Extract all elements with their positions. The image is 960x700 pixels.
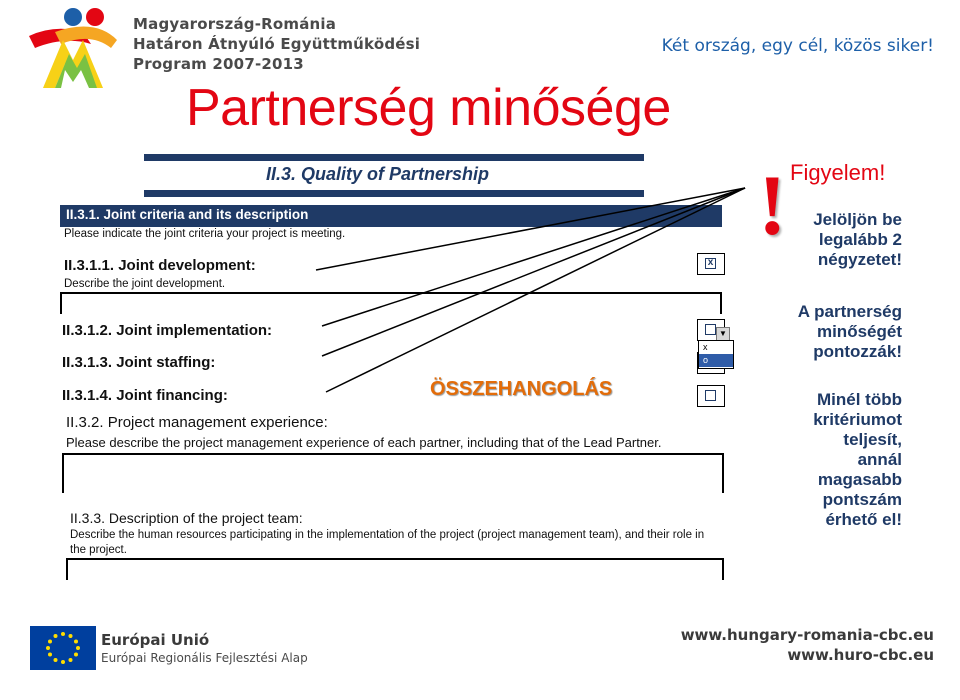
dropdown-option[interactable]: x (703, 342, 708, 352)
note-quality-scored (798, 302, 902, 362)
chevron-down-icon[interactable]: ▼ (716, 327, 730, 341)
program-name-line-1: Magyarország-Románia (133, 15, 337, 33)
project-team-instruction-2: the project. (70, 544, 127, 556)
form-title: II.3. Quality of Partnership (266, 164, 490, 184)
joint-development-description: Describe the joint development. (64, 278, 226, 290)
eu-title: Európai Unió (101, 631, 210, 649)
website-link[interactable]: www.hungary-romania-cbc.eu (680, 626, 934, 644)
joint-financing-label: II.3.1.4. Joint financing: (62, 387, 228, 404)
note-line: magasabb (817, 470, 902, 489)
note-line: négyzetet! (817, 250, 902, 269)
exclamation-icon: ! (758, 157, 787, 253)
website-link[interactable]: www.huro-cbc.eu (787, 646, 934, 664)
note-line: pontozzák! (813, 342, 902, 361)
note-line: A partnerség (797, 302, 902, 321)
section-header: II.3.1. Joint criteria and its description (66, 207, 309, 222)
checkbox-mark: x (705, 258, 716, 269)
note-line: érhető el! (825, 510, 902, 529)
note-line: Minél több (817, 390, 902, 409)
pm-experience-instruction: Please describe the project management experience of each partner, including that of the Lead Partner. (66, 435, 662, 450)
eu-flag-icon (30, 626, 96, 670)
note-select-boxes (813, 210, 902, 270)
note-line: teljesít, (843, 430, 902, 449)
joint-development-label: II.3.1.1. Joint development: (64, 257, 256, 274)
project-team-title: II.3.3. Description of the project team: (70, 510, 303, 526)
dropdown-option-selected[interactable]: o (699, 354, 733, 367)
eu-fund-name: Európai Regionális Fejlesztési Alap (101, 651, 308, 665)
section-instruction: Please indicate the joint criteria your project is meeting. (64, 228, 346, 240)
note-line: Jelöljön be (813, 210, 902, 229)
note-line: legalább 2 (818, 230, 902, 249)
note-line: kritériumot (813, 410, 902, 429)
note-more-criteria (813, 390, 902, 530)
slogan: Két ország, egy cél, közös siker! (661, 36, 934, 56)
attention-heading: Figyelem! (790, 160, 886, 185)
callout-label: ÖSSZEHANGOLÁS (430, 378, 613, 400)
joint-staffing-label: II.3.1.3. Joint staffing: (62, 354, 216, 371)
project-team-instruction-1: Describe the human resources participating in the implementation of the project (project management team), and their role in (70, 529, 705, 541)
note-line: annál (857, 450, 902, 469)
program-name-line-2: Határon Átnyúló Együttműködési (133, 35, 421, 53)
program-name-line-3: Program 2007-2013 (133, 55, 304, 73)
note-line: pontszám (822, 490, 902, 509)
joint-implementation-label: II.3.1.2. Joint implementation: (62, 322, 273, 339)
note-line: minőségét (816, 322, 902, 341)
pm-experience-title: II.3.2. Project management experience: (66, 414, 328, 431)
page-title: Partnerség minősége (186, 79, 671, 137)
